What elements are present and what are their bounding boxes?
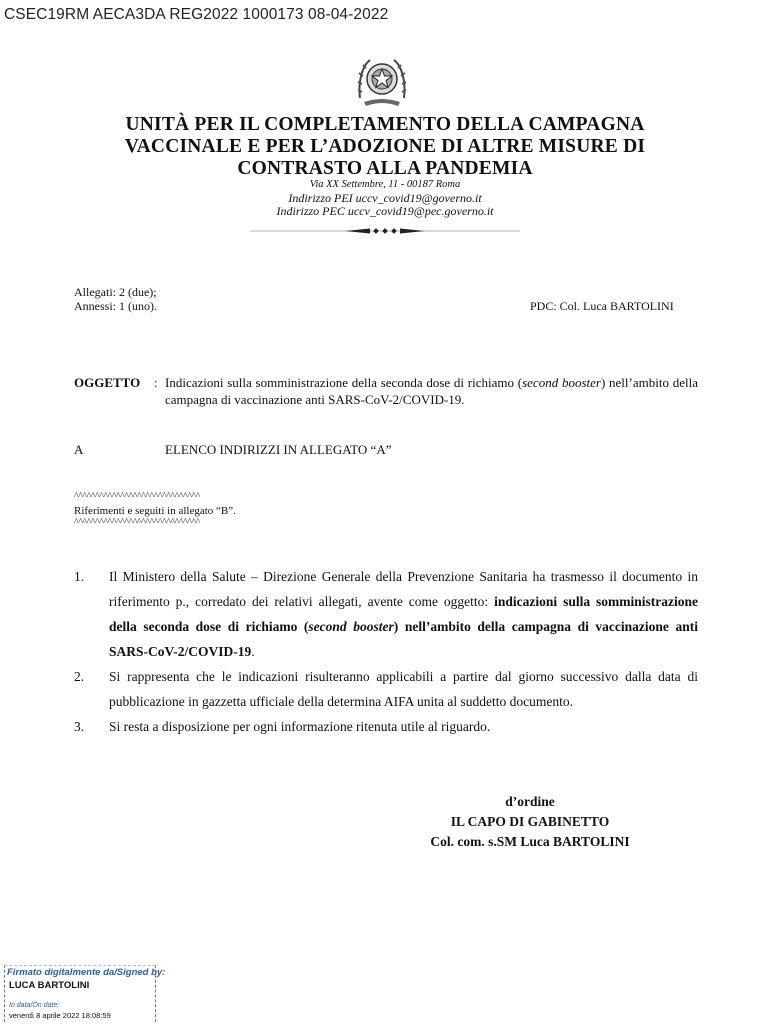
attachments-info [74, 285, 157, 313]
signature-name: Col. com. s.SM Luca BARTOLINI [430, 834, 630, 849]
pec-address: Indirizzo PEC uccv_covid19@pec.governo.it [276, 204, 494, 218]
references-text: Riferimenti e seguiti in allegato “B”. [74, 505, 236, 517]
ornamental-divider [250, 225, 520, 237]
signature-block [380, 792, 680, 852]
list-item: 3. Si resta a disposizione per ogni informazione ritenuta utile al riguardo. [74, 719, 491, 734]
signed-by-label: Firmato digitalmente da/Signed by: [7, 967, 166, 978]
pei-address: Indirizzo PEI uccv_covid19@governo.it [288, 190, 482, 205]
title-line-1: UNITÀ PER IL COMPLETAMENTO DELLA CAMPAGNA [125, 114, 645, 135]
title-line-2: VACCINALE E PER L’ADOZIONE DI ALTRE MISURE DI [124, 136, 646, 157]
subject-block: OGGETTO : Indicazioni sulla somministrazione della seconda dose di richiamo (second booster) nell’ambito della campagna di vaccinazione anti SARS-CoV-2/COVID-19. [74, 375, 698, 407]
signature-date: venerdì 8 aprile 2022 18:08:59 [9, 1011, 111, 1020]
subject-text: Indicazioni sulla somministrazione della seconda dose di richiamo (second booster) nell’ambito della campagna di vaccinazione anti SARS-CoV-2/COVID-19. [165, 375, 698, 407]
annessi-line: Annessi: 1 (uno). [74, 299, 157, 313]
date-label: In data/On date: [9, 1002, 60, 1009]
street-address: Via XX Settembre, 11 - 00187 Roma [309, 179, 461, 190]
recipient-label: A [74, 442, 84, 457]
digital-signature-stamp [4, 965, 166, 1022]
pdc-contact: PDC: Col. Luca BARTOLINI [530, 299, 674, 313]
list-item: 2. Si rappresenta che le indicazioni risulteranno applicabili a partire dal giorno successivo dalla data di pubblicazione in gazzetta ufficiale della determina AIFA unita al suddetto documento. [74, 669, 698, 709]
signature-order: d’ordine [505, 794, 555, 809]
list-item: 1. Il Ministero della Salute – Direzione Generale della Prevenzione Sanitaria ha trasmesso il documento in riferimento p., corredato dei relativi allegati, avente come oggetto: indicazioni sulla somministrazione della seconda dose di richiamo (second booster) nell’ambito della campagna di vaccinazione anti SARS-CoV-2/COVID-19. [74, 569, 699, 659]
signature-role: IL CAPO DI GABINETTO [450, 814, 610, 829]
tilde-separator-bottom: ^^^^^^^^^^^^^^^^^^^^^^^^^^^^^^ [74, 517, 200, 528]
signer-name: LUCA BARTOLINI [9, 980, 90, 991]
protocol-number: CSEC19RM AECA3DA REG2022 1000173 08-04-2022 [4, 6, 389, 23]
document-title [0, 114, 770, 180]
allegati-line: Allegati: 2 (due); [74, 285, 157, 299]
numbered-points [74, 564, 698, 739]
tilde-separator-top: ^^^^^^^^^^^^^^^^^^^^^^^^^^^^^^ [74, 491, 200, 502]
title-line-3: CONTRASTO ALLA PANDEMIA [237, 158, 533, 179]
office-address [0, 178, 770, 219]
recipient-text: ELENCO INDIRIZZI IN ALLEGATO “A” [165, 442, 392, 457]
subject-label: OGGETTO [74, 375, 141, 390]
italian-republic-emblem-icon [356, 52, 408, 110]
